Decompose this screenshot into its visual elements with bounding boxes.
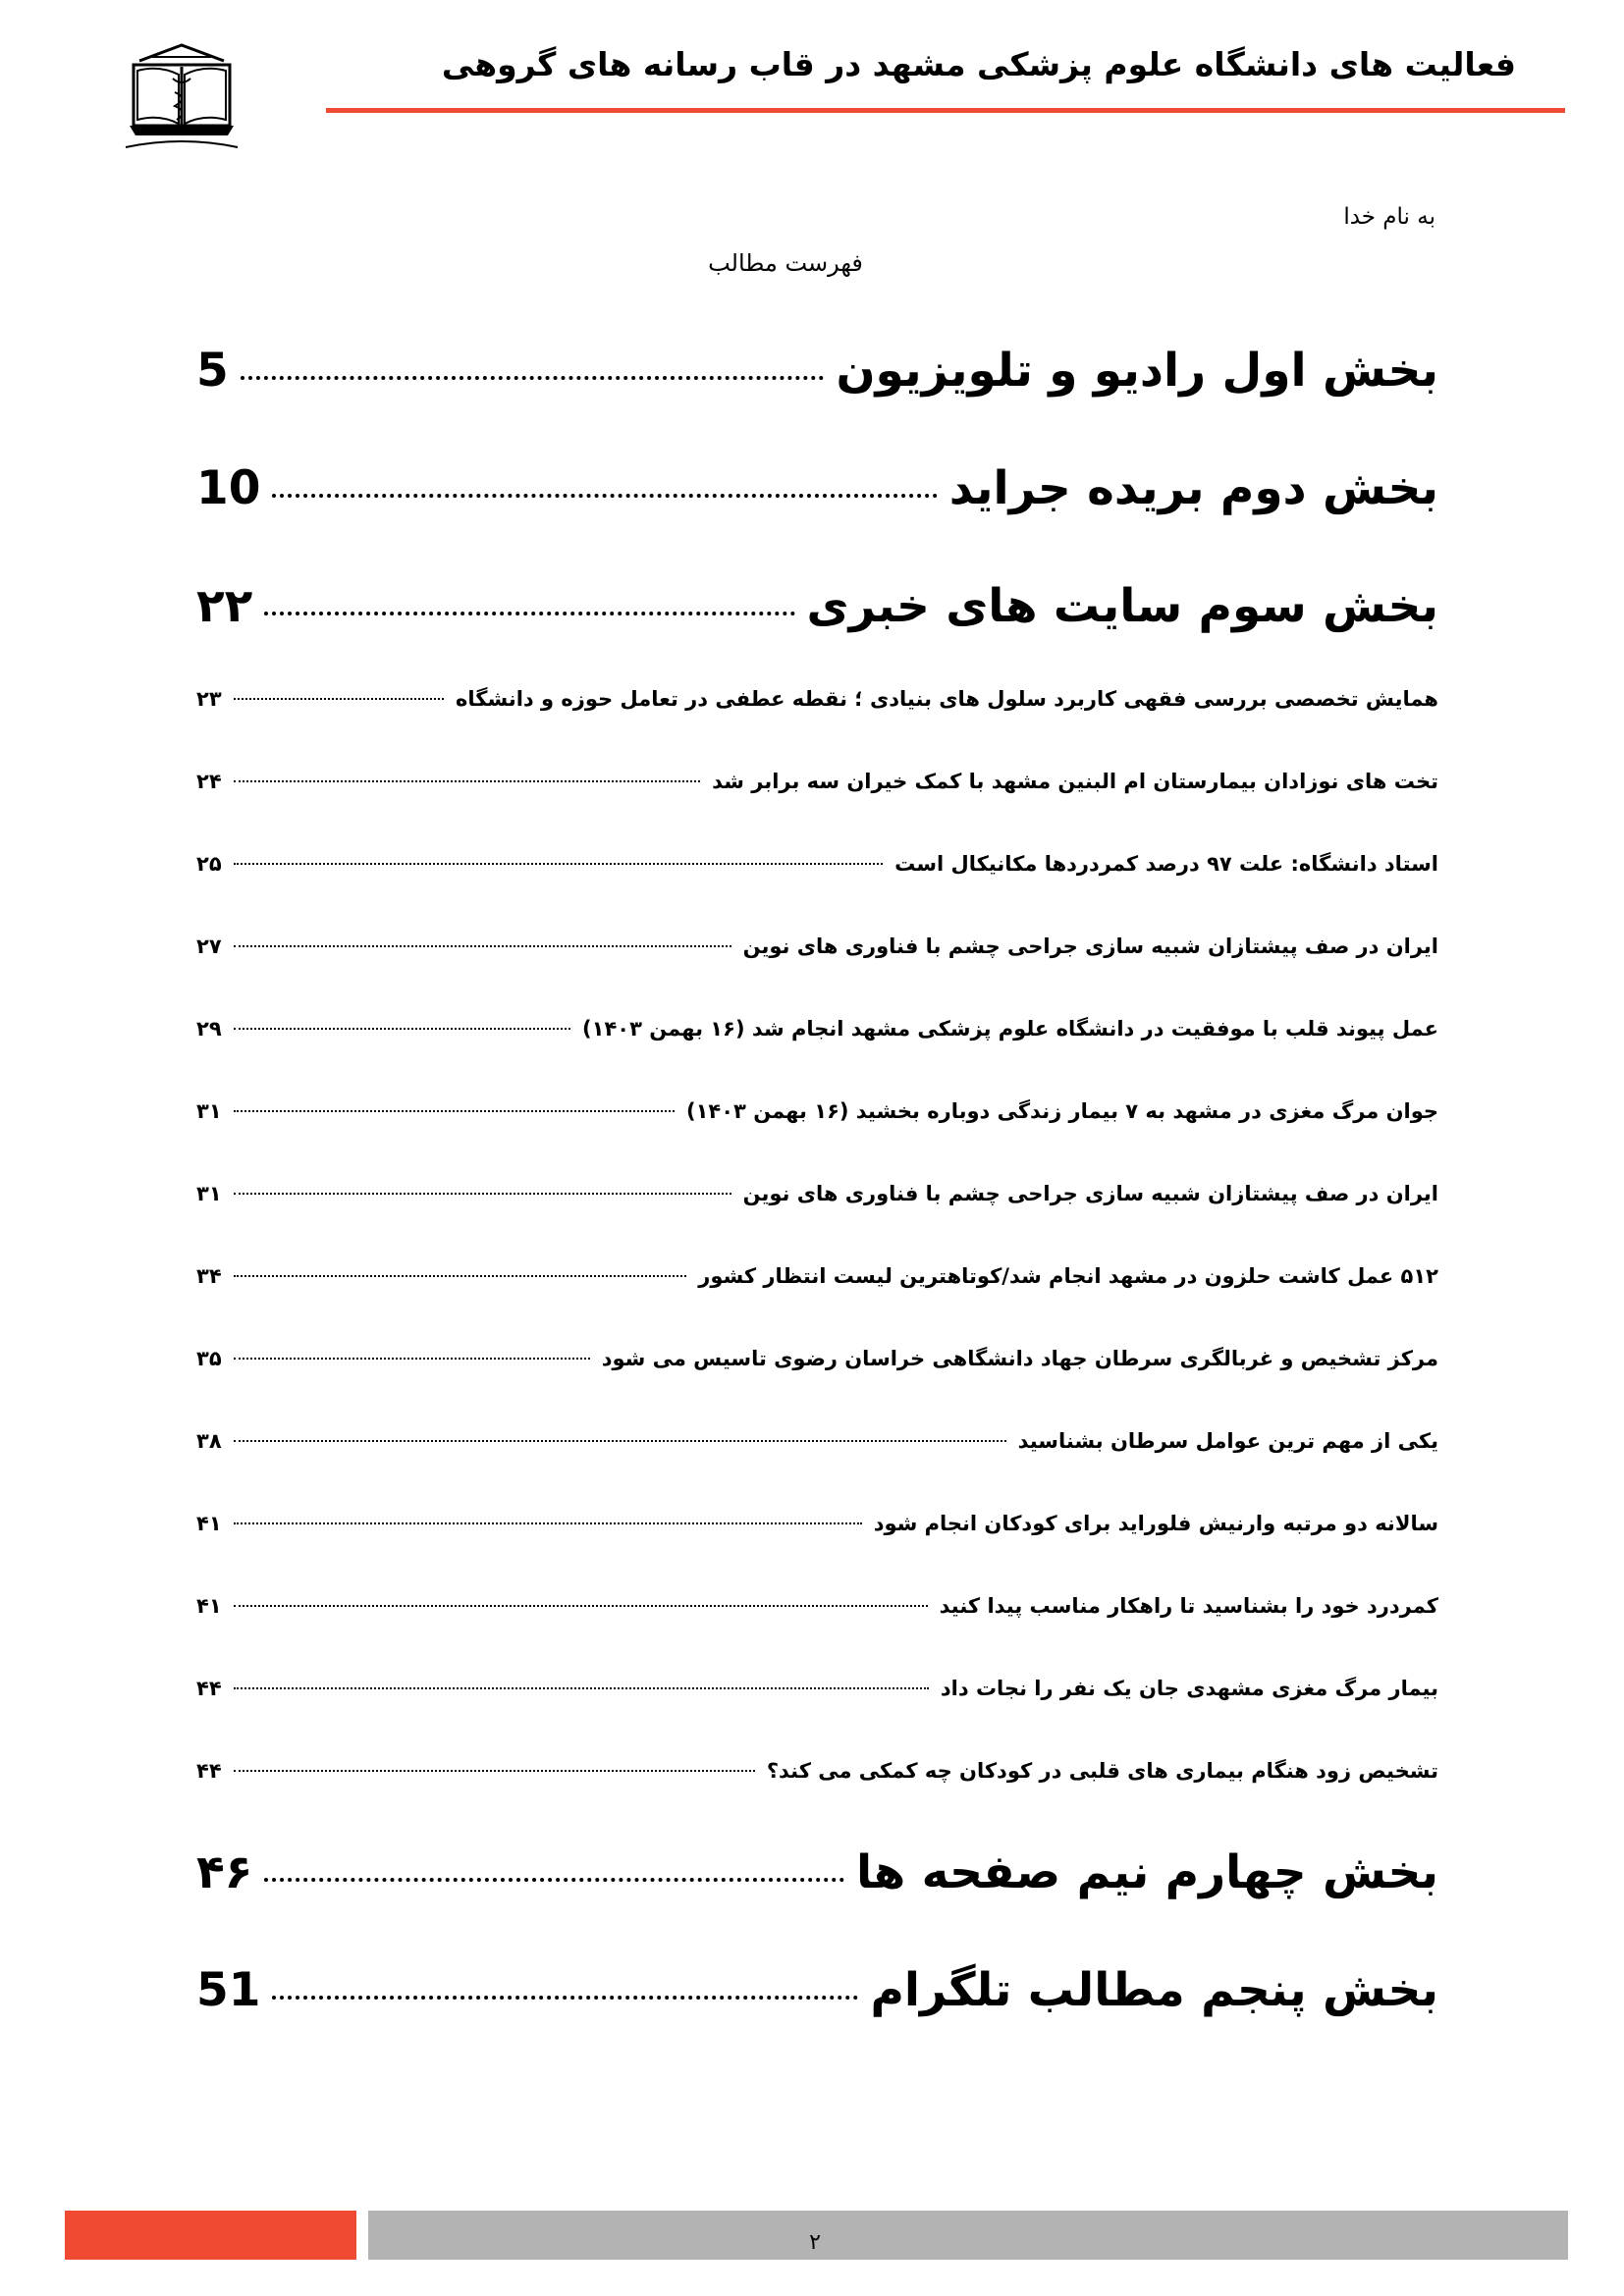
toc-entry-title: ایران در صف پیشتازان شبیه سازی جراحی چشم با فناوری های نوین — [742, 934, 1438, 958]
toc-entry-title: عمل پیوند قلب با موفقیت در دانشگاه علوم پزشکی مشهد انجام شد (۱۶ بهمن ۱۴۰۳) — [582, 1017, 1438, 1041]
toc-entry-page: ۲۵ — [196, 852, 222, 876]
footer-bar — [368, 2211, 1568, 2260]
toc-entry-page: ۴۱ — [196, 1512, 222, 1535]
toc-entry — [196, 1017, 1438, 1041]
toc-entry-page: 10 — [196, 461, 261, 515]
toc-dot-leader — [264, 1878, 844, 1882]
toc-dot-leader — [234, 780, 701, 782]
university-crest-icon — [108, 41, 255, 169]
toc-entry-page: ۴۱ — [196, 1594, 222, 1618]
toc-section-entry — [196, 1845, 1438, 1899]
toc-section-entry — [196, 461, 1438, 515]
toc-entry-title: بخش چهارم نیم صفحه ها — [855, 1845, 1438, 1899]
toc-dot-leader — [234, 1275, 687, 1277]
toc-entry-page: ۳۱ — [196, 1099, 222, 1123]
toc-entry — [196, 1264, 1438, 1288]
toc-entry-page: ۲۷ — [196, 934, 222, 958]
toc-entry — [196, 687, 1438, 711]
toc-entry-title: بخش اول رادیو و تلویزیون — [836, 344, 1438, 398]
toc-dot-leader — [234, 1770, 755, 1772]
toc-entry — [196, 1677, 1438, 1700]
toc-entry-title: جوان مرگ مغزی در مشهد به ۷ بیمار زندگی دوباره بخشید (۱۶ بهمن ۱۴۰۳) — [686, 1099, 1438, 1123]
toc-entry-title: مرکز تشخیص و غربالگری سرطان جهاد دانشگاهی خراسان رضوی تاسیس می شود — [601, 1347, 1438, 1370]
toc-dot-leader — [234, 863, 883, 865]
header-divider — [326, 108, 1565, 113]
toc-entry-title: بخش دوم بریده جراید — [948, 461, 1438, 515]
toc-dot-leader — [234, 1028, 570, 1030]
toc-entry — [196, 1099, 1438, 1123]
toc-entry-title: بیمار مرگ مغزی مشهدی جان یک نفر را نجات داد — [940, 1677, 1438, 1700]
footer-accent-bar — [65, 2211, 356, 2260]
university-logo — [108, 41, 255, 169]
toc-entry-title: تشخیص زود هنگام بیماری های قلبی در کودکان چه کمکی می کند؟ — [766, 1759, 1438, 1783]
toc-dot-leader — [234, 1440, 1006, 1442]
toc-heading: فهرست مطالب — [708, 249, 863, 277]
toc-dot-leader — [234, 1193, 731, 1195]
toc-entry-title: بخش سوم سایت های خبری — [806, 579, 1438, 633]
toc-dot-leader — [234, 1605, 928, 1607]
toc-entry — [196, 934, 1438, 958]
toc-entry-title: ۵۱۲ عمل کاشت حلزون در مشهد انجام شد/کوتاهترین لیست انتظار کشور — [698, 1264, 1438, 1288]
toc-entry-title: ایران در صف پیشتازان شبیه سازی جراحی چشم با فناوری های نوین — [742, 1182, 1438, 1205]
toc-entry-title: سالانه دو مرتبه وارنیش فلوراید برای کودکان انجام شود — [873, 1512, 1438, 1535]
toc-section-entry — [196, 579, 1438, 633]
toc-section-entry — [196, 1963, 1438, 2017]
toc-dot-leader — [234, 1687, 929, 1689]
toc-entry-page: ۲۳ — [196, 687, 222, 711]
toc-dot-leader — [241, 376, 825, 380]
toc-entry-title: تخت های نوزادان بیمارستان ام البنین مشهد با کمک خیران سه برابر شد — [712, 770, 1438, 793]
toc-entry-title: کمردرد خود را بشناسید تا راهکار مناسب پیدا کنید — [939, 1594, 1438, 1618]
toc-entry-page: 51 — [196, 1963, 261, 2017]
toc-entry-page: 5 — [196, 344, 229, 398]
toc-dot-leader — [272, 1996, 858, 2000]
toc-dot-leader — [234, 1358, 590, 1360]
toc-entry-page: ۲۹ — [196, 1017, 222, 1041]
toc-dot-leader — [272, 494, 937, 498]
toc-dot-leader — [234, 945, 731, 947]
toc-entry-page: ۳۵ — [196, 1347, 222, 1370]
toc-entry-title: یکی از مهم ترین عوامل سرطان بشناسید — [1017, 1429, 1438, 1453]
basmala: به نام خدا — [1343, 204, 1435, 230]
toc-entry-page: ۳۸ — [196, 1429, 222, 1453]
toc-entry-page: ۳۴ — [196, 1264, 222, 1288]
toc-entry-title: همایش تخصصی بررسی فقهی کاربرد سلول های بنیادی ؛ نقطه عطفی در تعامل حوزه و دانشگاه — [455, 687, 1438, 711]
toc-entry — [196, 1512, 1438, 1535]
toc-dot-leader — [264, 612, 794, 615]
toc-entry-page: ۲۲ — [196, 579, 253, 633]
toc-entry — [196, 1182, 1438, 1205]
toc-entry — [196, 770, 1438, 793]
toc-entry — [196, 1594, 1438, 1618]
toc-entry — [196, 1429, 1438, 1453]
toc-entry — [196, 1759, 1438, 1783]
toc-entry — [196, 852, 1438, 876]
toc-entry-title: استاد دانشگاه: علت ۹۷ درصد کمردردها مکانیکال است — [894, 852, 1438, 876]
header-title: فعالیت های دانشگاه علوم پزشکی مشهد در قاب رسانه های گروهی — [441, 45, 1516, 83]
toc-dot-leader — [234, 1110, 675, 1112]
page-number: ۲ — [809, 2230, 821, 2255]
toc-dot-leader — [234, 1522, 862, 1524]
toc-dot-leader — [234, 698, 444, 700]
toc-entry-page: ۴۶ — [196, 1845, 253, 1899]
toc-section-entry — [196, 344, 1438, 398]
toc-entry-page: ۳۱ — [196, 1182, 222, 1205]
toc-entry — [196, 1347, 1438, 1370]
toc-entry-page: ۴۴ — [196, 1677, 222, 1700]
toc-entry-page: ۲۴ — [196, 770, 222, 793]
toc-entry-page: ۴۴ — [196, 1759, 222, 1783]
toc-entry-title: بخش پنجم مطالب تلگرام — [870, 1963, 1438, 2017]
